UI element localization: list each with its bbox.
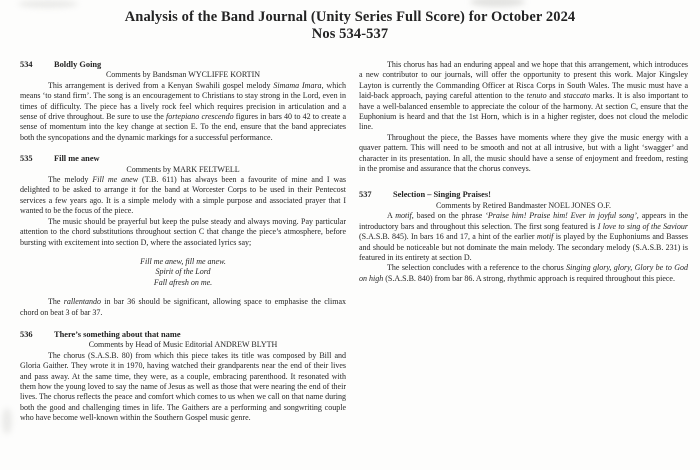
- section-heading: [20, 60, 346, 70]
- section-title: Boldly Going: [54, 60, 102, 69]
- paragraph: The rallentando in bar 36 should be significant, allowing space to emphasise the climax chord on beat 3 of bar 37.: [20, 297, 347, 317]
- section-byline: Comments by Bandsman WYCLIFFE KORTIN: [105, 70, 261, 80]
- document-title-line-2: Nos 534-537: [311, 26, 389, 42]
- section-heading: [20, 154, 346, 164]
- lyrics-line: Spirit of the Lord: [155, 267, 211, 277]
- section-number: 537: [359, 190, 372, 200]
- document-title: [20, 9, 680, 43]
- paragraph: The selection concludes with a reference to the chorus Singing glory, glory, Glory be to God on high (S.A.S.B. 840) from bar 86. A strong, rhythmic approach is required throughout this piece.: [359, 263, 689, 283]
- section-number: 534: [20, 60, 33, 69]
- paragraph: A motif, based on the phrase ‘Praise him! Praise him! Ever in joyful song’, appears in the introductory bars and throughout this selection. The first song featured is I love to sing of the Saviour (S.A.S.B. 845). In bars 16 and 17, a hint of the earlier motif is played by the Euphoniums and Basses and should be noticeable but not dominate the main melody. The secondary melody (S.A.S.B. 231) is featured in its entirety at section D.: [359, 211, 689, 262]
- scan-smudge: [18, 0, 78, 8]
- lyrics-line: Fall afresh on me.: [153, 277, 213, 287]
- scan-smudge: [470, 0, 525, 7]
- section-heading: [359, 190, 688, 200]
- section-number: 536: [20, 329, 33, 339]
- section-534: [20, 60, 346, 143]
- section-title: There’s something about that name: [54, 329, 181, 339]
- lyrics-block: [20, 257, 346, 288]
- section-byline: Comments by Retired Bandmaster NOEL JONES O.F.: [435, 200, 612, 210]
- two-column-body: [20, 60, 688, 424]
- section-536: [20, 330, 346, 424]
- paragraph: The music should be prayerful but keep the pulse steady and always moving. Pay particular attention to the chord substitutions throughout section C that change the piece’s atmosphere, before bursting with excitement into section D, where the associated lyrics say;: [20, 216, 346, 247]
- section-536-continuation: [359, 60, 688, 174]
- section-heading: [20, 330, 346, 340]
- paragraph: This chorus has had an enduring appeal and we hope that this arrangement, which introduces a new contributor to our journals, will offer the opportunity to present this work. Major Kingsley Layton is currently the Commanding Officer at Risca Corps in South Wales. The music must have a laid-back approach, paying careful attention to the tenuto and staccato marks. It is also important to have a well-balanced ensemble to appreciate the colour of the harmony. At section C, ensure that the Euphonium is heard and that the 1st Horn, which is in a higher register, does not cloud the melodic line.: [359, 60, 689, 132]
- section-byline: Comments by MARK FELTWELL: [126, 164, 240, 174]
- scan-smudge: [2, 408, 12, 434]
- paragraph: This arrangement is derived from a Kenyan Swahili gospel melody Simama Imara, which means ‘to stand firm’. The song is an encouragement to Christians to stay strong in the Lord, even in times of difficulty. The piece has a lively rock feel which requires precision in articulation and a sense of drive throughout. Be sure to use the fortepiano crescendo figures in bars 40 to 42 to create a sense of momentum into the key change at section E. To the end, ensure that the band appreciates both the syncopations and the dynamic markings for a successful performance.: [20, 80, 347, 142]
- section-byline: Comments by Head of Music Editorial ANDREW BLYTH: [88, 340, 278, 350]
- document-title-line-1: Analysis of the Band Journal (Unity Series Full Score) for October 2024: [124, 9, 576, 25]
- section-title: Selection – Singing Praises!: [393, 190, 491, 200]
- paragraph: The chorus (S.A.S.B. 80) from which this piece takes its title was composed by Bill and Gloria Gaither. They wrote it in 1970, having watched their grandparents near the end of their lives and pass away. At the same time, they were, as a couple, embracing parenthood. It resonated with them how the young loved to say the name of Jesus as well as those that were nearing the end of their lives. The chorus reflects the peace and comfort which comes to us when we call on that name during both the good and challenging times in life. The Gaithers are a performing and songwriting couple who have become well-known within the Southern Gospel music genre.: [20, 350, 346, 423]
- lyrics-line: Fill me anew, fill me anew.: [140, 256, 226, 266]
- section-537: [359, 190, 688, 284]
- paragraph: Throughout the piece, the Basses have moments where they give the music energy with a quaver pattern. This will need to be smooth and not at all intrusive, but with a light ‘swagger’ and character in its presentation. In all, the music should have a sense of enjoyment and freedom, resting in the promise and assurance that the chorus conveys.: [359, 132, 688, 174]
- column-left: [20, 60, 346, 424]
- section-number: 535: [20, 154, 33, 164]
- column-right: [359, 60, 688, 424]
- paragraph: The melody Fill me anew (T.B. 611) has always been a favourite of mine and I was delighted to be asked to arrange it for the band at Worcester Corps to be used in their Pentecost services a few years ago. It is a simple melody with a simple purpose and associated prayer that I wanted to be the focus of the piece.: [20, 175, 346, 216]
- section-title: Fill me anew: [54, 154, 100, 164]
- section-535: [20, 154, 346, 318]
